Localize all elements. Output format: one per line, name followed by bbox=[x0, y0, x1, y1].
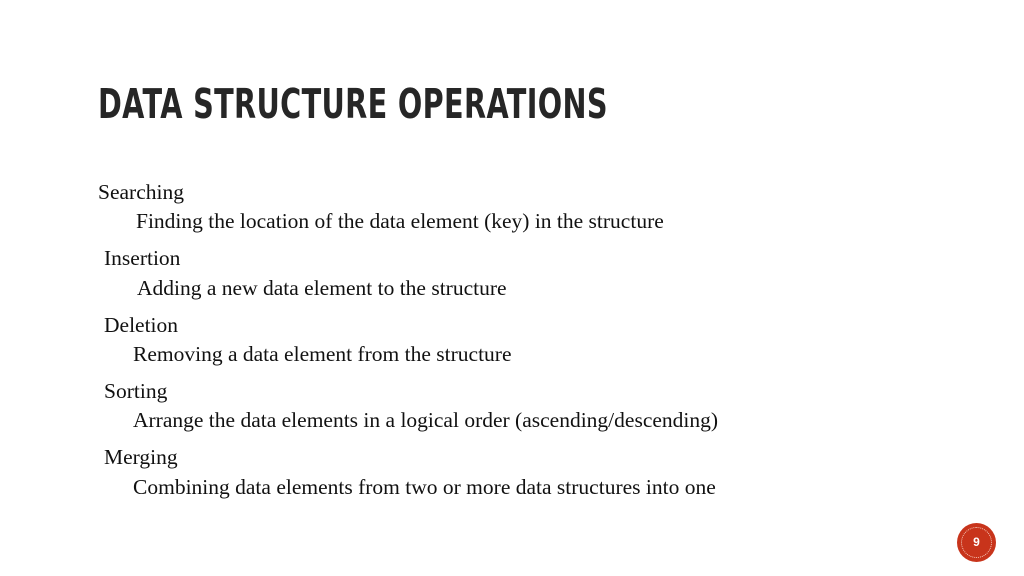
operation-name-searching: Searching bbox=[98, 180, 184, 204]
page-number: 9 bbox=[973, 535, 980, 549]
operation-description-deletion: Removing a data element from the structure bbox=[133, 342, 512, 366]
operation-name-merging: Merging bbox=[104, 445, 178, 469]
page-number-badge bbox=[957, 523, 996, 562]
operation-name-insertion: Insertion bbox=[104, 246, 181, 270]
operation-description-sorting: Arrange the data elements in a logical order (ascending/descending) bbox=[133, 408, 719, 432]
operation-description-searching: Finding the location of the data element (key) in the structure bbox=[136, 209, 664, 233]
operation-description-insertion: Adding a new data element to the structure bbox=[137, 276, 507, 300]
operation-description-merging: Combining data elements from two or more data structures into one bbox=[133, 475, 716, 499]
slide-title: DATA STRUCTURE OPERATIONS bbox=[98, 80, 608, 128]
operation-name-sorting: Sorting bbox=[104, 379, 168, 403]
operation-name-deletion: Deletion bbox=[104, 313, 179, 337]
